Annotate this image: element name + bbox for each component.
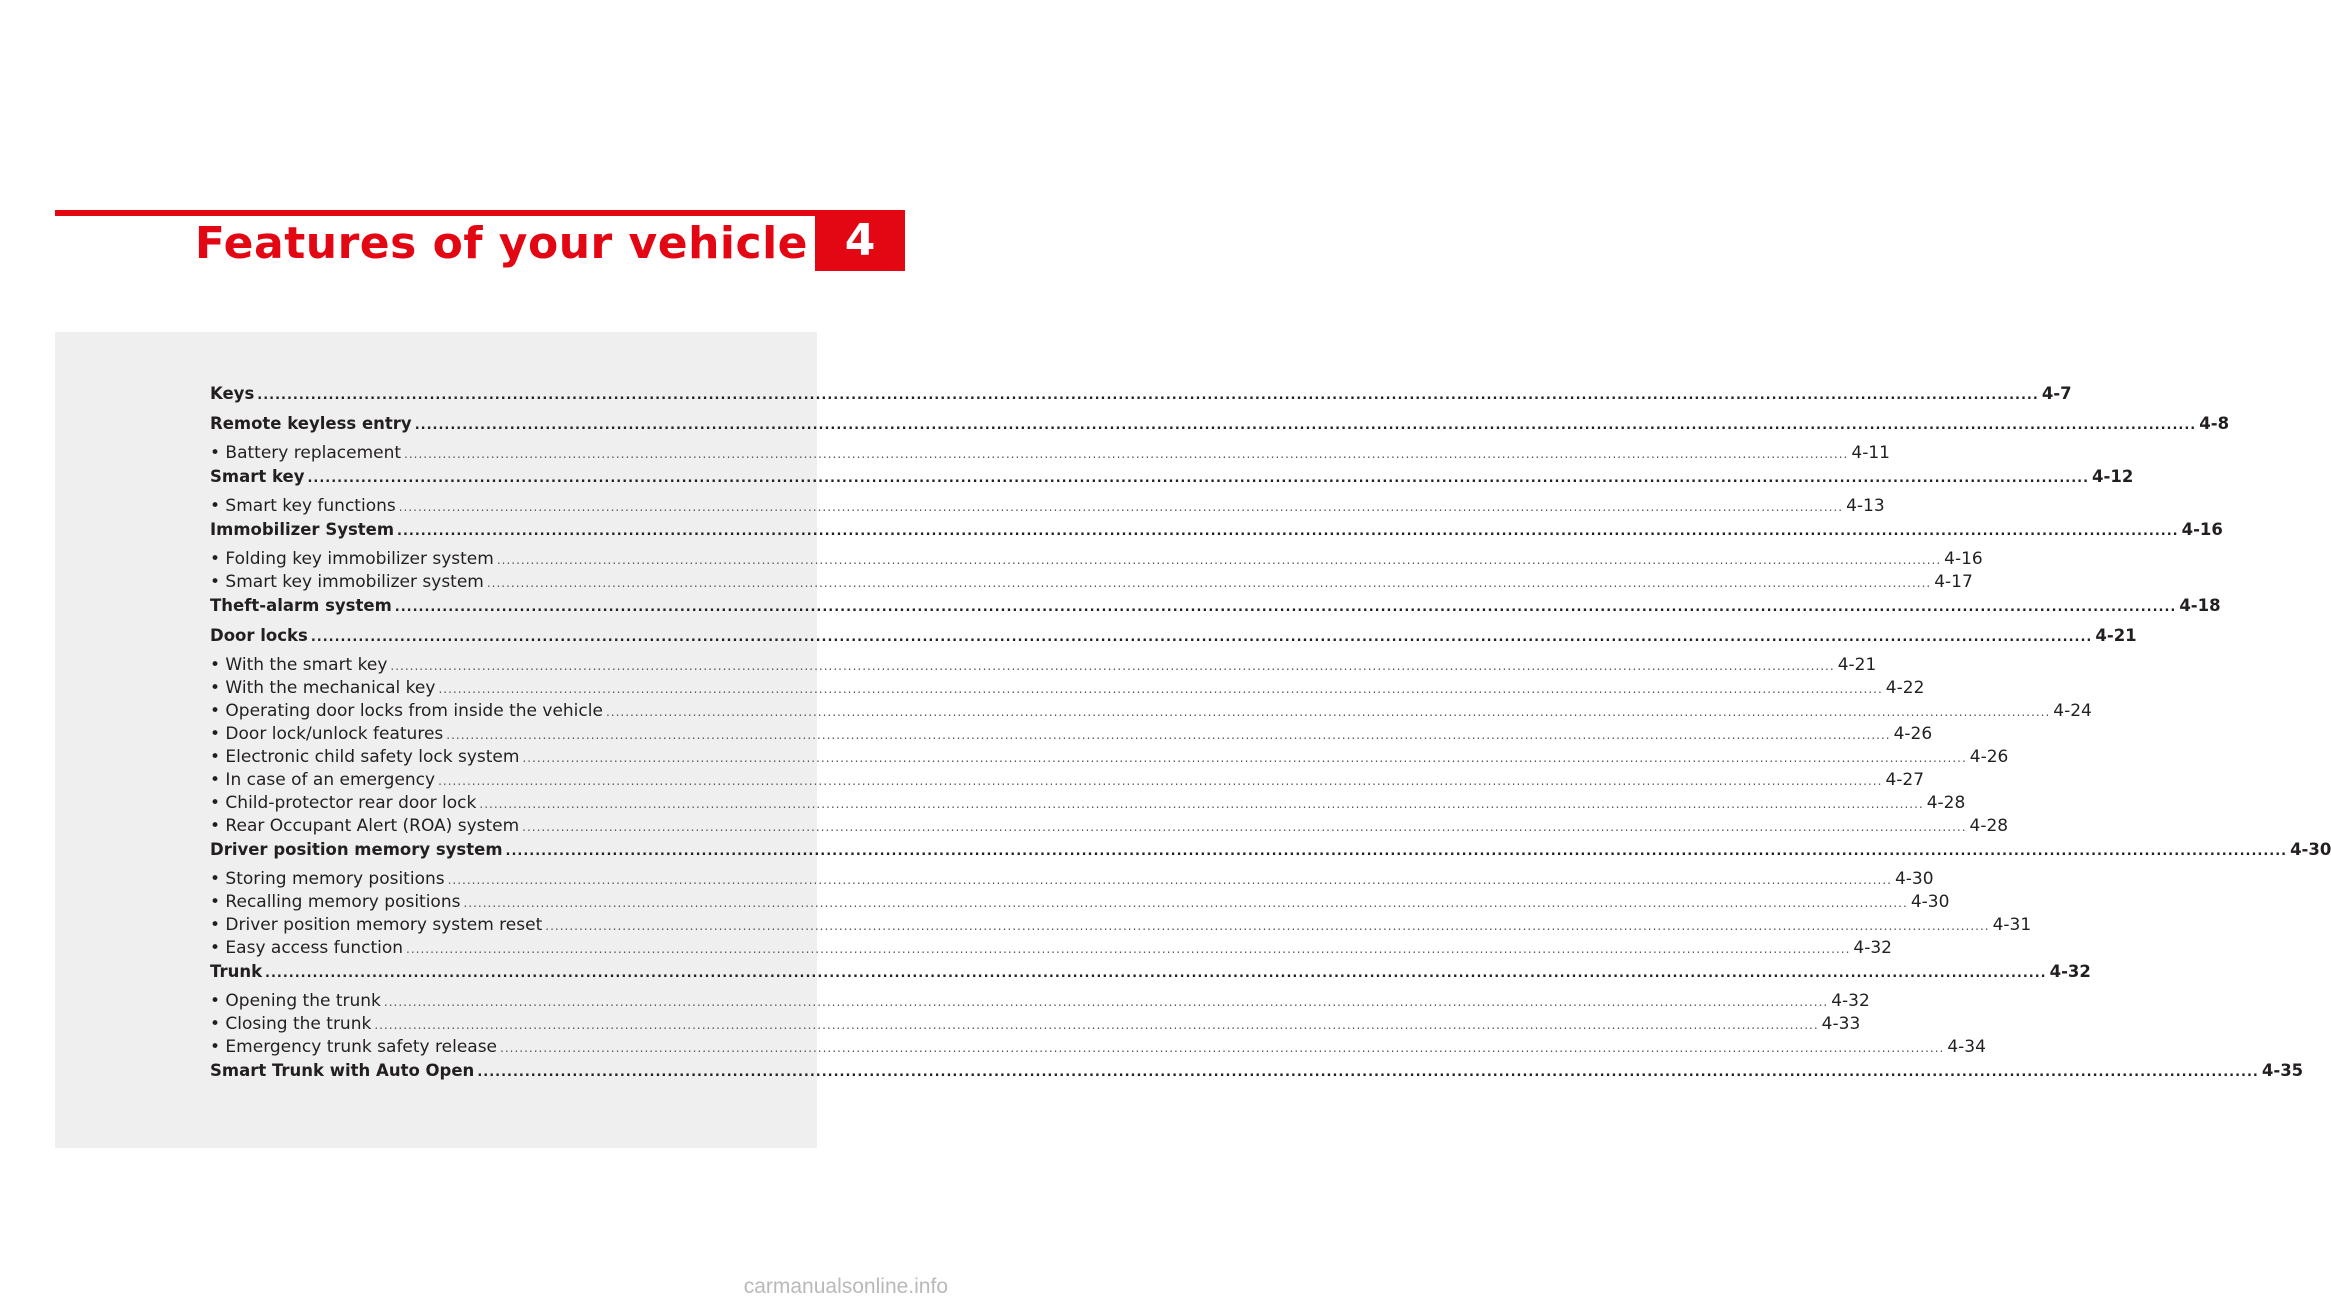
toc-subsection-entry[interactable]	[210, 914, 2032, 937]
toc-entry-label: Smart key	[210, 467, 305, 486]
toc-subsection-entry[interactable]	[210, 815, 2009, 838]
toc-entry-label: • Rear Occupant Alert (ROA) system	[210, 816, 520, 836]
toc-entry-page: 4-16	[2181, 520, 2223, 539]
toc-subsection-entry[interactable]	[210, 1013, 1861, 1036]
toc-subsection-entry[interactable]	[210, 891, 1950, 914]
toc-section-entry[interactable]	[210, 1059, 2304, 1082]
toc-entry-page: 4-30	[1894, 869, 1934, 889]
table-of-contents	[210, 382, 2331, 1082]
toc-entry-page: 4-30	[2290, 840, 2331, 859]
toc-entry-page: 4-18	[2179, 596, 2221, 615]
toc-subsection-entry[interactable]	[210, 548, 1983, 571]
toc-entry-page: 4-7	[2041, 384, 2072, 403]
toc-entry-label: • Folding key immobilizer system	[210, 549, 494, 569]
toc-entry-label: • Operating door locks from inside the vehicle	[210, 701, 603, 721]
toc-leader-dots: ............................................................................................................................................................................................................................................................................................................	[463, 896, 1908, 910]
toc-subsection-entry[interactable]	[210, 571, 1973, 594]
toc-entry-label: • With the mechanical key	[210, 678, 436, 698]
toc-subsection-entry[interactable]	[210, 495, 1885, 518]
toc-leader-dots: ............................................................................................................................................................................................................................................................................................................	[307, 471, 2090, 486]
toc-entry-label: Door locks	[210, 626, 308, 645]
toc-section-entry[interactable]	[210, 465, 2134, 488]
toc-entry-page: 4-28	[1969, 816, 2009, 836]
toc-leader-dots: ............................................................................................................................................................................................................................................................................................................	[438, 774, 1883, 788]
toc-leader-dots: ............................................................................................................................................................................................................................................................................................................	[414, 418, 2197, 433]
toc-entry-label: Trunk	[210, 962, 263, 981]
toc-subsection-entry[interactable]	[210, 990, 1870, 1013]
toc-leader-dots: ............................................................................................................................................................................................................................................................................................................	[394, 600, 2177, 615]
toc-entry-page: 4-24	[2053, 701, 2092, 721]
toc-entry-page: 4-26	[1893, 724, 1933, 744]
toc-entry-page: 4-16	[1944, 549, 1983, 569]
toc-leader-dots: ............................................................................................................................................................................................................................................................................................................	[522, 751, 1967, 765]
toc-leader-dots: ............................................................................................................................................................................................................................................................................................................	[522, 820, 1967, 834]
toc-entry-page: 4-17	[1934, 572, 1973, 592]
toc-entry-label: Theft-alarm system	[210, 596, 392, 615]
toc-section-entry[interactable]	[210, 518, 2223, 541]
toc-entry-label: • Smart key functions	[210, 496, 396, 516]
toc-entry-page: 4-33	[1821, 1014, 1861, 1034]
toc-subsection-entry[interactable]	[210, 700, 2092, 723]
toc-leader-dots: ............................................................................................................................................................................................................................................................................................................	[383, 995, 1829, 1009]
toc-leader-dots: ............................................................................................................................................................................................................................................................................................................	[545, 919, 1990, 933]
toc-entry-page: 4-21	[2095, 626, 2137, 645]
toc-section-entry[interactable]	[210, 412, 2230, 435]
toc-leader-dots: ............................................................................................................................................................................................................................................................................................................	[257, 388, 2039, 403]
toc-leader-dots: ............................................................................................................................................................................................................................................................................................................	[479, 797, 1924, 811]
toc-subsection-entry[interactable]	[210, 746, 2009, 769]
toc-entry-label: • In case of an emergency	[210, 770, 436, 790]
toc-entry-label: • Driver position memory system reset	[210, 915, 543, 935]
toc-entry-page: 4-32	[1853, 938, 1892, 958]
toc-entry-page: 4-13	[1846, 496, 1885, 516]
toc-subsection-entry[interactable]	[210, 792, 1966, 815]
toc-entry-label: Smart Trunk with Auto Open	[210, 1061, 475, 1080]
toc-entry-page: 4-31	[1992, 915, 2032, 935]
toc-entry-label: • Battery replacement	[210, 443, 402, 463]
toc-entry-page: 4-12	[2092, 467, 2134, 486]
toc-entry-label: Remote keyless entry	[210, 414, 412, 433]
toc-section-entry[interactable]	[210, 960, 2091, 983]
toc-leader-dots: ............................................................................................................................................................................................................................................................................................................	[486, 576, 1932, 590]
toc-leader-dots: ............................................................................................................................................................................................................................................................................................................	[605, 705, 2051, 719]
toc-entry-page: 4-27	[1885, 770, 1925, 790]
toc-entry-label: • Opening the trunk	[210, 991, 381, 1011]
toc-entry-label: • Emergency trunk safety release	[210, 1037, 498, 1057]
toc-leader-dots: ............................................................................................................................................................................................................................................................................................................	[406, 942, 1851, 956]
toc-entry-page: 4-32	[2049, 962, 2091, 981]
toc-leader-dots: ............................................................................................................................................................................................................................................................................................................	[310, 630, 2093, 645]
toc-subsection-entry[interactable]	[210, 769, 1925, 792]
toc-entry-page: 4-35	[2261, 1061, 2304, 1080]
toc-leader-dots: ............................................................................................................................................................................................................................................................................................................	[496, 553, 1942, 567]
toc-entry-label: • Recalling memory positions	[210, 892, 461, 912]
toc-section-entry[interactable]	[210, 382, 2072, 405]
toc-subsection-entry[interactable]	[210, 442, 1890, 465]
toc-section-entry[interactable]	[210, 594, 2221, 617]
toc-leader-dots: ............................................................................................................................................................................................................................................................................................................	[500, 1041, 1945, 1055]
toc-entry-label: • With the smart key	[210, 655, 388, 675]
toc-leader-dots: ............................................................................................................................................................................................................................................................................................................	[477, 1065, 2259, 1080]
toc-entry-label: Immobilizer System	[210, 520, 395, 539]
toc-entry-label: Keys	[210, 384, 255, 403]
toc-subsection-entry[interactable]	[210, 677, 1925, 700]
watermark: carmanualsonline.info	[743, 1275, 948, 1298]
toc-entry-page: 4-8	[2199, 414, 2230, 433]
toc-entry-page: 4-26	[1969, 747, 2009, 767]
toc-entry-page: 4-32	[1831, 991, 1870, 1011]
chapter-title: Features of your vehicle	[194, 218, 808, 269]
toc-subsection-entry[interactable]	[210, 937, 1892, 960]
toc-entry-label: • Electronic child safety lock system	[210, 747, 520, 767]
toc-entry-label: • Smart key immobilizer system	[210, 572, 484, 592]
toc-leader-dots: ............................................................................................................................................................................................................................................................................................................	[447, 873, 1892, 887]
toc-entry-label: Driver position memory system	[210, 840, 503, 859]
toc-section-entry[interactable]	[210, 624, 2137, 647]
toc-leader-dots: ............................................................................................................................................................................................................................................................................................................	[505, 844, 2288, 859]
toc-subsection-entry[interactable]	[210, 654, 1877, 677]
toc-entry-label: • Easy access function	[210, 938, 404, 958]
toc-subsection-entry[interactable]	[210, 868, 1934, 891]
toc-subsection-entry[interactable]	[210, 1036, 1986, 1059]
toc-entry-page: 4-28	[1926, 793, 1966, 813]
toc-leader-dots: ............................................................................................................................................................................................................................................................................................................	[404, 447, 1849, 461]
toc-leader-dots: ............................................................................................................................................................................................................................................................................................................	[446, 728, 1891, 742]
toc-leader-dots: ............................................................................................................................................................................................................................................................................................................	[397, 524, 2179, 539]
toc-section-entry[interactable]	[210, 838, 2331, 861]
toc-entry-label: • Storing memory positions	[210, 869, 445, 889]
toc-entry-label: • Child-protector rear door lock	[210, 793, 477, 813]
toc-entry-label: • Door lock/unlock features	[210, 724, 444, 744]
toc-leader-dots: ............................................................................................................................................................................................................................................................................................................	[390, 659, 1835, 673]
toc-leader-dots: ............................................................................................................................................................................................................................................................................................................	[265, 966, 2047, 981]
toc-entry-page: 4-30	[1910, 892, 1950, 912]
toc-entry-page: 4-21	[1837, 655, 1877, 675]
toc-subsection-entry[interactable]	[210, 723, 1933, 746]
chapter-number-badge: 4	[815, 210, 905, 271]
toc-leader-dots: ............................................................................................................................................................................................................................................................................................................	[398, 500, 1844, 514]
toc-leader-dots: ............................................................................................................................................................................................................................................................................................................	[438, 682, 1883, 696]
toc-entry-page: 4-11	[1851, 443, 1890, 463]
toc-entry-label: • Closing the trunk	[210, 1014, 372, 1034]
toc-entry-page: 4-22	[1885, 678, 1925, 698]
toc-leader-dots: ............................................................................................................................................................................................................................................................................................................	[374, 1018, 1819, 1032]
toc-entry-page: 4-34	[1947, 1037, 1986, 1057]
